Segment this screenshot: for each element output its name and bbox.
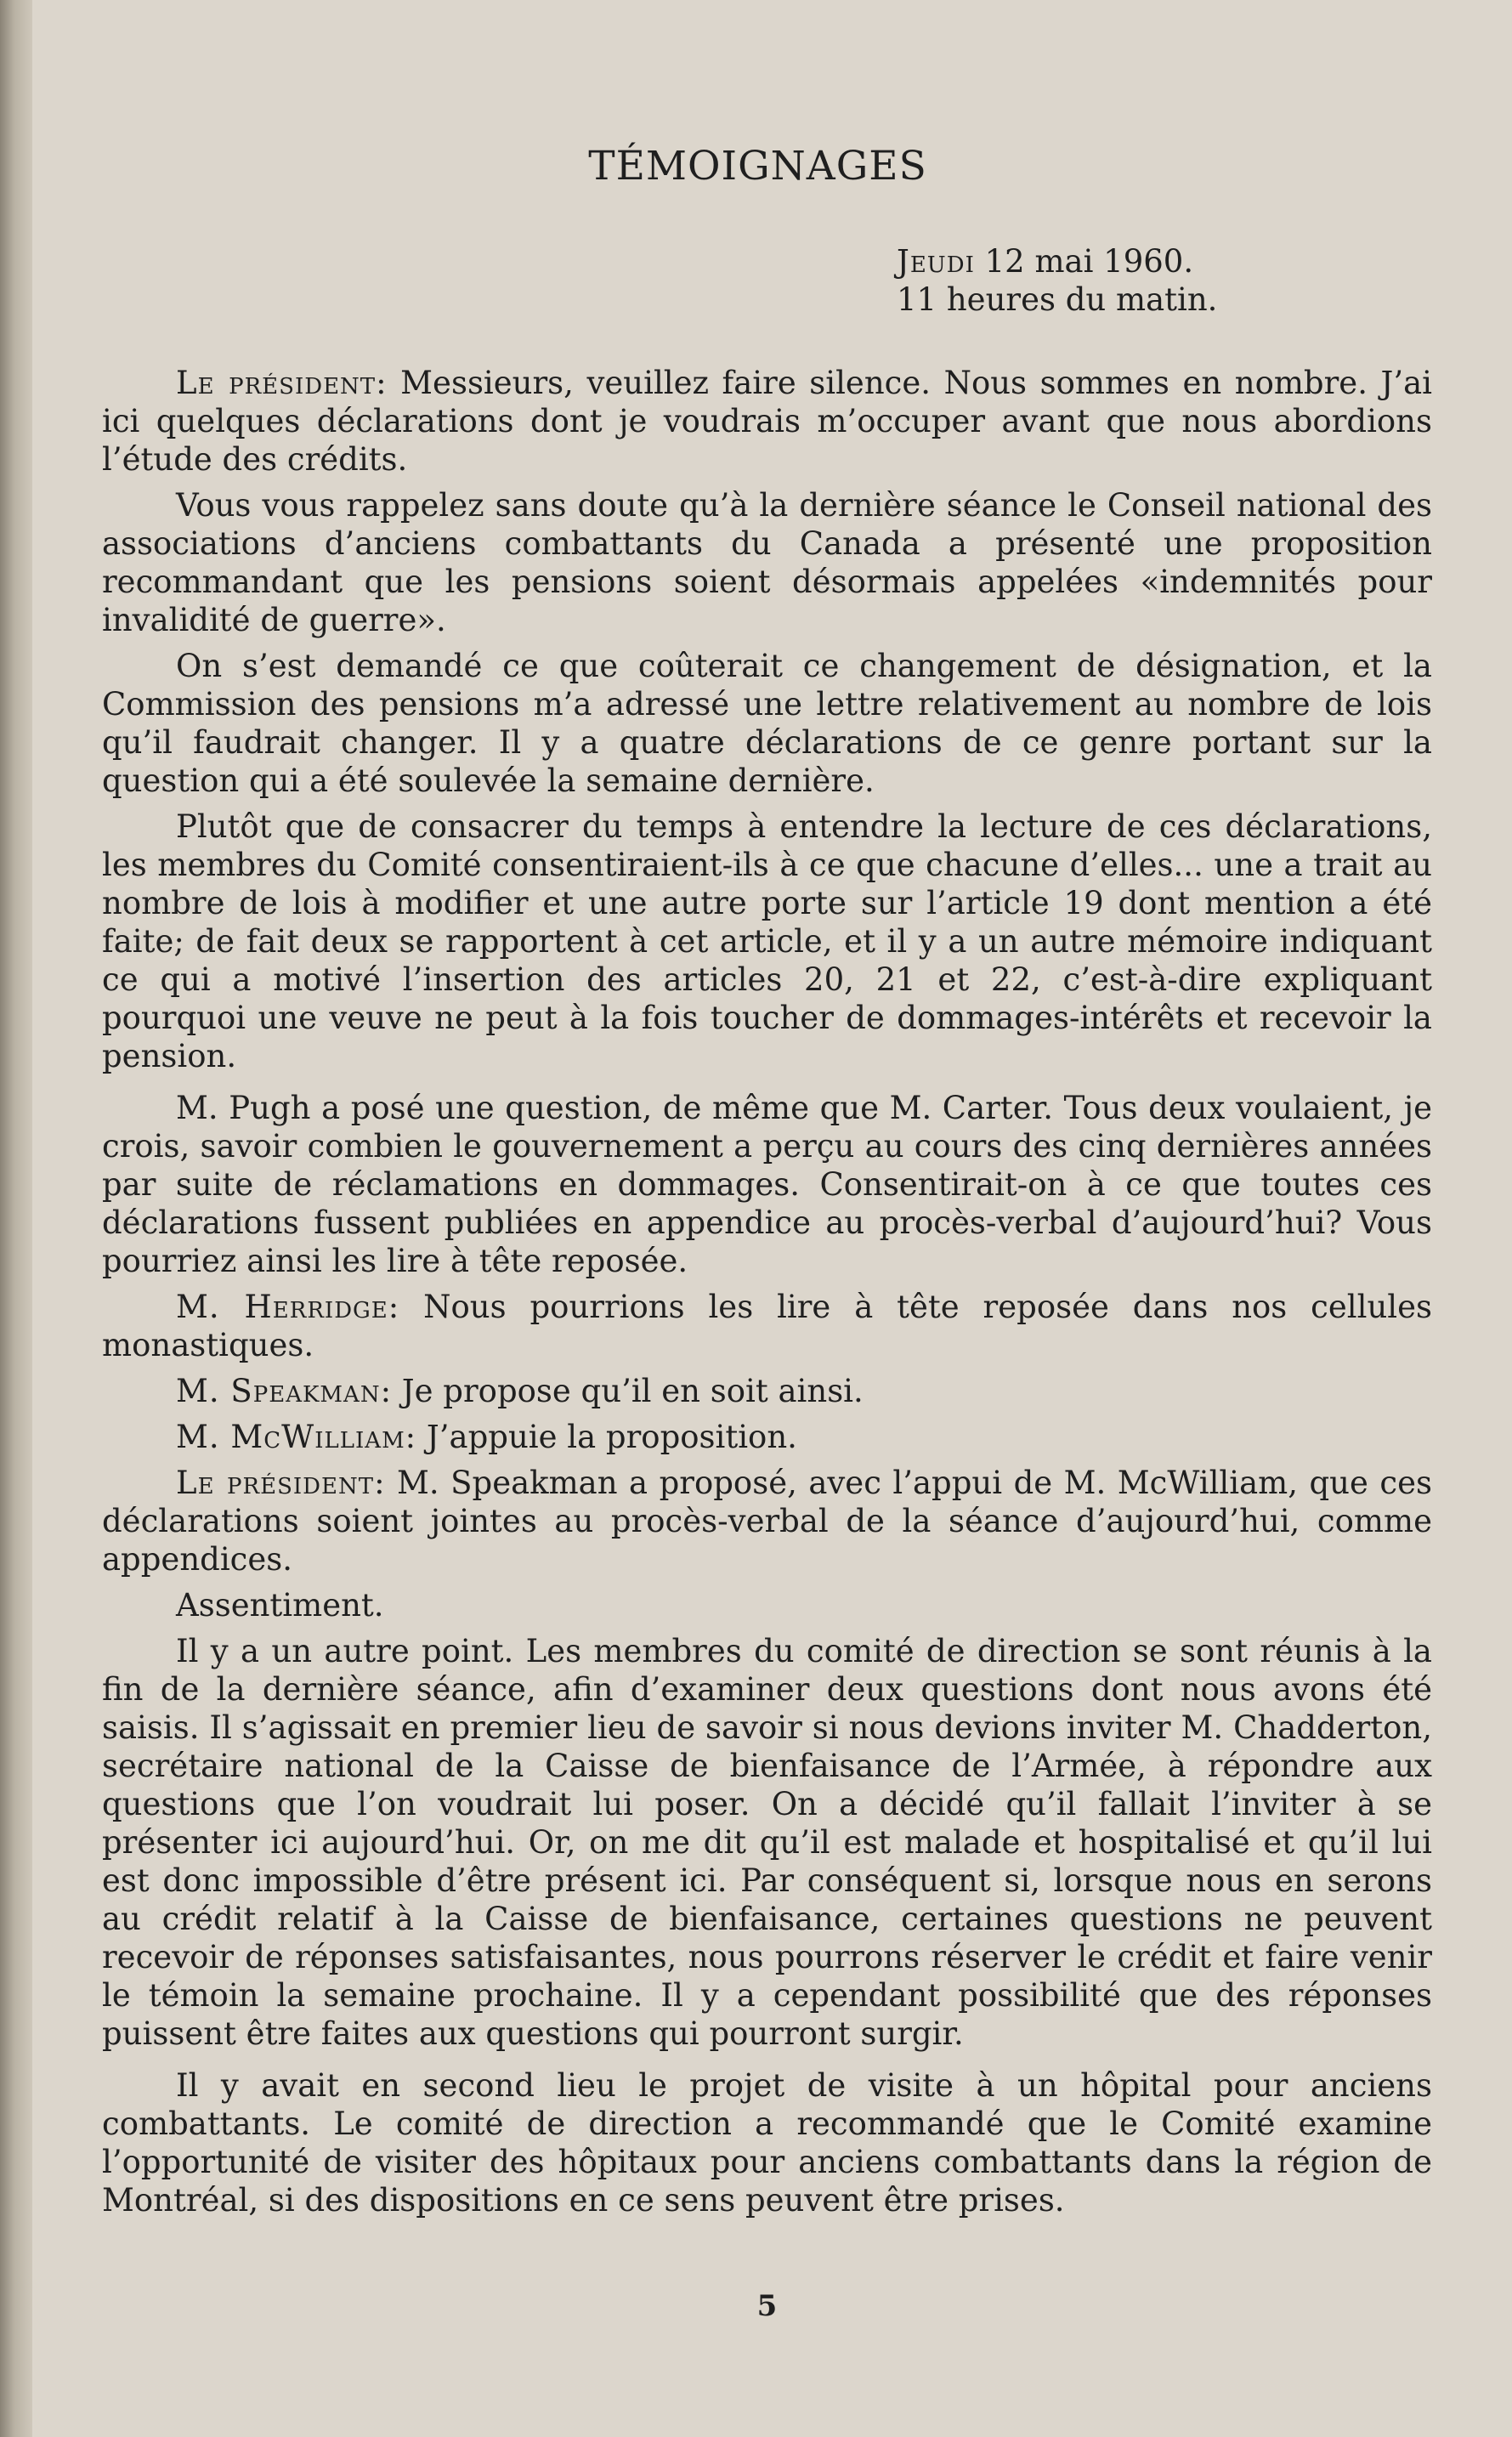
speaker-name: M. Speakman: (176, 1373, 393, 1409)
meeting-date (897, 242, 1217, 281)
page-number: 5 (756, 2289, 778, 2323)
paragraph-text: Plutôt que de consacrer du temps à entendre la lecture de ces déclarations, les membres du Comité consentiraient-ils à ce que chacune d’elles... une a trait au nombre de lois à modifier et une autre porte sur l’article 19 dont mention a été faite; de fait deux se rapportent à cet article, et il y a un autre mémoire indiquant ce qui a motivé l’insertion des articles 20, 21 et 22, c’est-à-dire expliquant pourquoi une veuve ne peut à la fois toucher de dommages-intérêts et recevoir la pension. (102, 808, 1432, 1074)
paragraph (102, 647, 1432, 800)
speaker-name: M. Herridge: (176, 1289, 400, 1325)
book-spine-shadow (0, 0, 32, 2437)
paragraph-text: Nous pourrions les lire à tête reposée dans nos cellules monastiques. (102, 1289, 1433, 1363)
paragraph (102, 1632, 1432, 2053)
paragraph-text: On s’est demandé ce que coûterait ce changement de désignation, et la Commission des pensions m’a adressé une lettre relativement au nombre de lois qu’il faudrait changer. Il y a quatre déclarations de ce genre portant sur la question qui a été soulevée la semaine dernière. (102, 648, 1432, 799)
paragraph-text: Vous vous rappelez sans doute qu’à la dernière séance le Conseil national des associations d’anciens combattants du Canada a présenté une proposition recommandant que les pensions soient désormais appelées «indemnités pour invalidité de guerre». (102, 487, 1432, 638)
meeting-day: Jeudi (897, 243, 975, 280)
paragraph (102, 486, 1432, 639)
speaker-name: Le président: (176, 365, 388, 401)
paragraph (102, 1464, 1432, 1578)
page-title: TÉMOIGNAGES (588, 143, 927, 190)
paragraph (102, 2066, 1432, 2219)
paragraph-text: J’appuie la proposition. (416, 1419, 797, 1455)
paragraph-text: Messieurs, veuillez faire silence. Nous sommes en nombre. J’ai ici quelques déclarations dont je voudrais m’occuper avant que nous abordions l’étude des crédits. (102, 365, 1432, 478)
meeting-date-rest: 12 mai 1960. (974, 243, 1194, 280)
paragraph (102, 808, 1432, 1075)
paragraph (102, 364, 1432, 479)
paragraph-text: Assentiment. (176, 1587, 384, 1624)
paragraph (102, 1372, 1432, 1410)
paragraph (102, 1586, 1432, 1624)
paragraph-text: Il y a un autre point. Les membres du comité de direction se sont réunis à la fin de la dernière séance, afin d’examiner deux questions dont nous avons été saisis. Il s’agissait en premier lieu de savoir si nous devions inviter M. Chadderton, secrétaire national de la Caisse de bienfaisance de l’Armée, à répondre aux questions que l’on voudrait lui poser. On a décidé qu’il fallait l’inviter à se présenter ici aujourd’hui. Or, on me dit qu’il est malade et hospitalisé et qu’il lui est donc impossible d’être présent ici. Par conséquent si, lorsque nous en serons au crédit relatif à la Caisse de bienfaisance, certaines questions ne peuvent recevoir de réponses satisfaisantes, nous pourrons réserver le crédit et faire venir le témoin la semaine prochaine. Il y a cependant possibilité que des réponses puissent être faites aux questions qui pourront surgir. (102, 1633, 1432, 2052)
paragraph (102, 1418, 1432, 1456)
speaker-name: Le président: (176, 1465, 386, 1501)
paragraph-text: Il y avait en second lieu le projet de visite à un hôpital pour anciens combattants. Le comité de direction a recommandé que le Comité examine l’opportunité de visiter des hôpitaux pour anciens combattants dans la région de Montréal, si des dispositions en ce sens peuvent être prises. (102, 2067, 1432, 2219)
paragraph-text: Je propose qu’il en soit ainsi. (392, 1373, 864, 1409)
dateline (897, 242, 1217, 319)
transcript-body (102, 364, 1432, 2227)
paragraph (102, 1288, 1432, 1364)
paragraph-text: M. Pugh a posé une question, de même que M. Carter. Tous deux voulaient, je crois, savoir combien le gouvernement a perçu au cours des cinq dernières années par suite de réclamations en dommages. Consentirait-on à ce que toutes ces déclarations fussent publiées en appendice au procès-verbal d’aujourd’hui? Vous pourriez ainsi les lire à tête reposée. (102, 1090, 1432, 1279)
paragraph (102, 1089, 1432, 1280)
paragraph-text: M. Speakman a proposé, avec l’appui de M. McWilliam, que ces déclarations soient jointes au procès-verbal de la séance d’aujourd’hui, comme appendices. (102, 1465, 1432, 1578)
document-page (102, 0, 1432, 2437)
meeting-time: 11 heures du matin. (897, 281, 1218, 318)
speaker-name: M. McWilliam: (176, 1419, 417, 1455)
